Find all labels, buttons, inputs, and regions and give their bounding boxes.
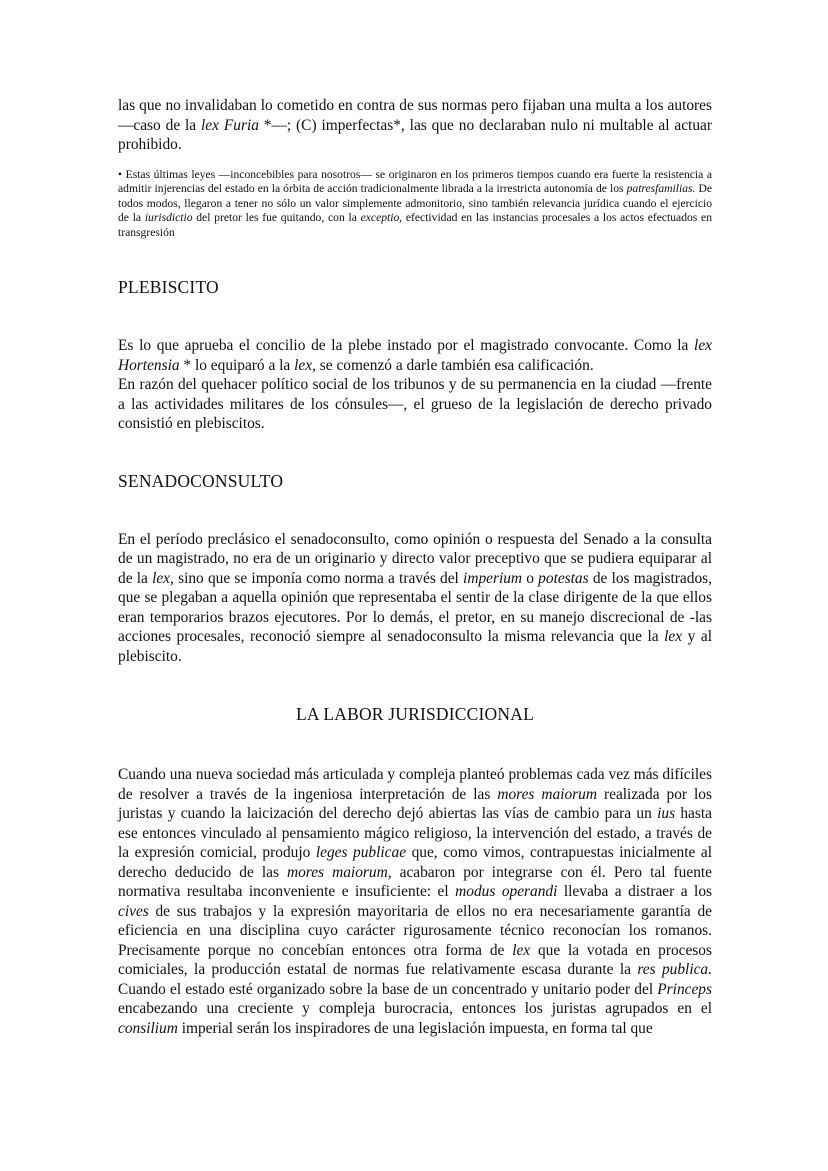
heading-plebiscito: PLEBISCITO: [118, 277, 219, 298]
plebiscito-paragraph-1: Es lo que aprueba el concilio de la plebe instado por el magistrado convocante. Como la lex Hortensia * lo equiparó a la lex, se comenzó a darle también esa calificación.: [118, 337, 712, 374]
heading-senadoconsulto: SENADOCONSULTO: [118, 470, 284, 491]
document-page: [118, 96, 712, 1038]
plebiscito-paragraph-2: En razón del quehacer político social de los tribunos y de su permanencia en la ciudad —frente a las actividades militares de los cónsules—, el grueso de la legislación de derecho privado consistió en plebiscitos.: [118, 376, 712, 433]
senadoconsulto-paragraph: En el período preclásico el senadoconsulto, como opinión o respuesta del Senado a la consulta de un magistrado, no era de un originario y directo valor preceptivo que se pudiera equiparar al de la lex, sino que se imponía como norma a través del imperium o potestas de los magistrados, que se plegaban a aquella opinión que representaba el sentir de la clase dirigente de la que ellos eran temporarios brazos ejecutores. Por lo demás, el pretor, en su manejo discrecional de -las acciones procesales, reconoció siempre al senadoconsulto la misma relevancia que la lex y al plebiscito.: [118, 530, 713, 665]
labor-paragraph: Cuando una nueva sociedad más articulada y compleja planteó problemas cada vez más difíciles de resolver a través de la ingeniosa interpretación de las mores maiorum realizada por los juristas y cuando la laicización del derecho dejó abiertas las vías de cambio para un ius hasta ese entonces vinculado al pensamiento mágico religioso, la intervención del estado, a través de la expresión comicial, produjo leges publicae que, como vimos, contrapuestas inicialmente al derecho deducido de las mores maiorum, acabaron por integrarse con él. Pero tal fuente normativa resultaba inconveniente e insuficiente: el modus operandi llevaba a distraer a los cives de sus trabajos y la expresión mayoritaria de ellos no era necesariamente garantía de eficiencia en una disciplina cuyo carácter rigurosamente técnico reconocían los romanos. Precisamente porque no concebían entonces otra forma de lex que la votada en procesos comiciales, la producción estatal de normas fue relativamente escasa durante la res publica. Cuando el estado esté organizado sobre la base de un concentrado y unitario poder del Princeps encabezando una creciente y compleja burocracia, entonces los juristas agrupados en el consilium imperial serán los inspiradores de una legislación impuesta, en forma tal que: [118, 766, 713, 1037]
footnote: • Estas últimas leyes —inconcebibles para nosotros— se originaron en los primeros tiempos cuando era fuerte la resistencia a admitir injerencias del estado en la órbita de acción tradicionalmente librada a la irrestricta autonomía de los patresfamilias. De todos modos, llegaron a tener no sólo un valor simplemente admonitorio, sino también relevancia jurídica cuando el ejercicio de la iurisdictio del pretor les fue quitando, con la exceptio, efectividad en las instancias procesales a los actos efectuados en transgresión: [118, 167, 713, 239]
heading-labor-jurisdiccional: LA LABOR JURISDICCIONAL: [296, 704, 534, 725]
intro-paragraph: las que no invalidaban lo cometido en contra de sus normas pero fijaban una multa a los autores —caso de la lex Furia *—; (C) imperfectas*, las que no declaraban nulo ni multable al actuar prohibido.: [118, 97, 712, 153]
